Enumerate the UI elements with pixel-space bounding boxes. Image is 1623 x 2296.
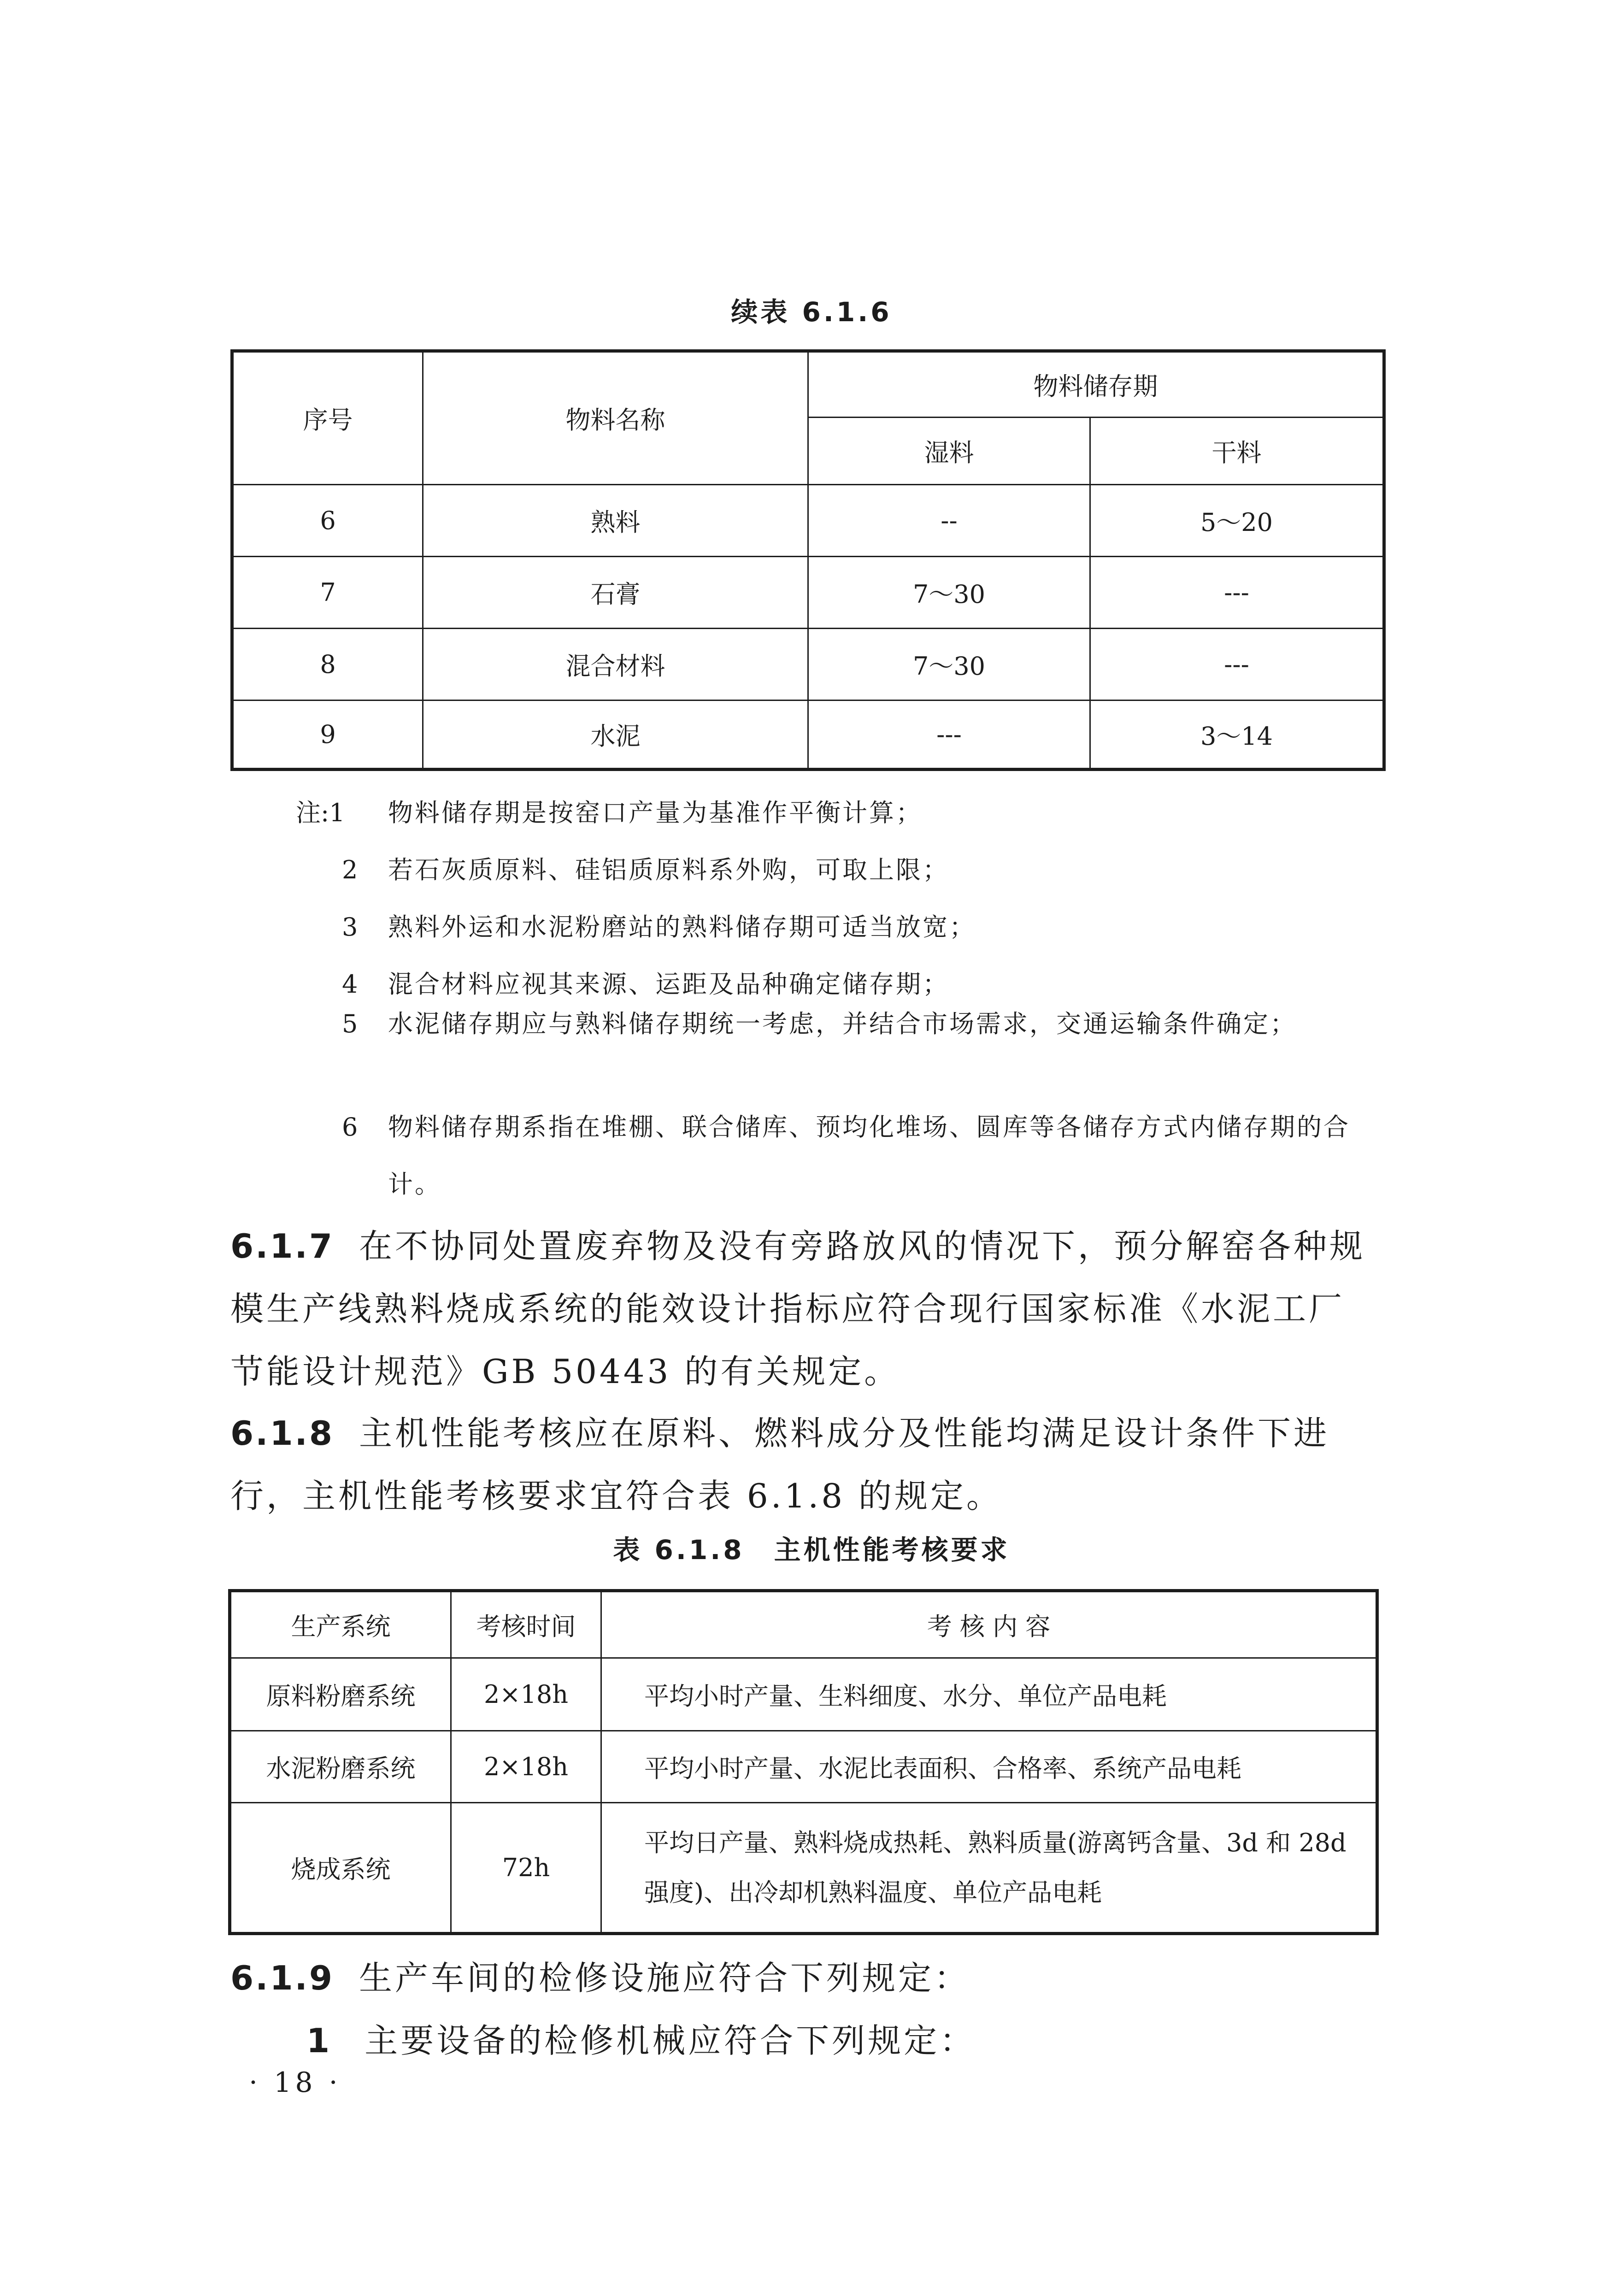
cell-wet: 7～30 xyxy=(808,557,1090,629)
performance-assessment-table xyxy=(228,1589,1379,1935)
note-number: 4 xyxy=(342,970,358,999)
table-row xyxy=(230,1658,1377,1731)
cell-seq: 7 xyxy=(232,557,423,629)
cell-wet: -- xyxy=(808,485,1090,557)
note-text: 熟料外运和水泥粉磨站的熟料储存期可适当放宽； xyxy=(388,913,976,942)
header-time: 考核时间 xyxy=(451,1591,601,1658)
cell-seq: 9 xyxy=(232,701,423,770)
note-number: 5 xyxy=(342,1009,358,1038)
clause-6-1-8 xyxy=(230,1402,1380,1527)
cell-seq: 6 xyxy=(232,485,423,557)
table-row xyxy=(232,557,1384,629)
table-row xyxy=(232,701,1384,770)
cell-name: 水泥 xyxy=(423,701,808,770)
clause-6-1-7 xyxy=(230,1215,1380,1403)
note-text: 混合材料应视其来源、运距及品种确定储存期； xyxy=(388,970,949,999)
table-caption: 续表 6.1.6 xyxy=(731,296,892,328)
cell-dry: --- xyxy=(1090,629,1384,701)
clause-6-1-9 xyxy=(230,1947,1380,2009)
table-row xyxy=(230,1803,1377,1934)
table-row xyxy=(232,485,1384,557)
cell-system: 原料粉磨系统 xyxy=(230,1658,451,1731)
page-number: · 18 · xyxy=(249,2066,341,2099)
item-number: 1 xyxy=(306,2021,333,2060)
clause-text: 主机性能考核应在原料、燃料成分及性能均满足设计条件下进行，主机性能考核要求宜符合表 6.1.8 的规定。 xyxy=(230,1414,1330,1515)
note-number: 3 xyxy=(342,913,358,942)
cell-name: 熟料 xyxy=(423,485,808,557)
cell-system: 水泥粉磨系统 xyxy=(230,1731,451,1803)
header-wet: 湿料 xyxy=(808,418,1090,485)
cell-dry: --- xyxy=(1090,557,1384,629)
cell-time: 2×18h xyxy=(451,1658,601,1731)
note-text: 物料储存期是按窑口产量为基准作平衡计算； xyxy=(388,798,923,827)
notes-label: 注:1 xyxy=(296,798,345,827)
table-row xyxy=(230,1731,1377,1803)
cell-time: 72h xyxy=(451,1803,601,1934)
cell-system: 烧成系统 xyxy=(230,1803,451,1934)
cell-content: 平均小时产量、生料细度、水分、单位产品电耗 xyxy=(601,1658,1377,1731)
sub-item-1 xyxy=(306,2009,976,2072)
cell-time: 2×18h xyxy=(451,1731,601,1803)
note-number: 6 xyxy=(342,1113,358,1142)
note-text: 若石灰质原料、硅铝质原料系外购，可取上限； xyxy=(388,855,949,884)
note-text: 水泥储存期应与熟料储存期统一考虑，并结合市场需求，交通运输条件确定； xyxy=(388,1009,1297,1038)
storage-period-table xyxy=(230,349,1386,771)
header-system: 生产系统 xyxy=(230,1591,451,1658)
header-storage-period: 物料储存期 xyxy=(808,351,1384,418)
header-seq: 序号 xyxy=(232,351,423,485)
table-row xyxy=(232,629,1384,701)
header-content: 考 核 内 容 xyxy=(601,1591,1377,1658)
clause-text: 生产车间的检修设施应符合下列规定： xyxy=(359,1959,970,1997)
cell-name: 混合材料 xyxy=(423,629,808,701)
header-material-name: 物料名称 xyxy=(423,351,808,485)
cell-dry: 5～20 xyxy=(1090,485,1384,557)
cell-wet: 7～30 xyxy=(808,629,1090,701)
clause-number: 6.1.7 xyxy=(230,1227,334,1266)
note-text: 物料储存期系指在堆棚、联合储库、预均化堆场、圆库等各储存方式内储存期的合计。 xyxy=(388,1113,1350,1199)
cell-wet: --- xyxy=(808,701,1090,770)
table-caption: 表 6.1.8 主机性能考核要求 xyxy=(613,1534,1010,1566)
note-number: 2 xyxy=(342,855,358,884)
item-text: 主要设备的检修机械应符合下列规定： xyxy=(365,2021,976,2060)
clause-number: 6.1.9 xyxy=(230,1959,334,1997)
cell-name: 石膏 xyxy=(423,557,808,629)
cell-seq: 8 xyxy=(232,629,423,701)
clause-text: 在不协同处置废弃物及没有旁路放风的情况下，预分解窑各种规模生产线熟料烧成系统的能效设计指标应符合现行国家标准《水泥工厂节能设计规范》GB 50443 的有关规定。 xyxy=(230,1227,1366,1391)
cell-content: 平均小时产量、水泥比表面积、合格率、系统产品电耗 xyxy=(601,1731,1377,1803)
header-dry: 干料 xyxy=(1090,418,1384,485)
cell-content: 平均日产量、熟料烧成热耗、熟料质量(游离钙含量、3d 和 28d 强度)、出冷却机熟料温度、单位产品电耗 xyxy=(601,1803,1377,1934)
cell-dry: 3～14 xyxy=(1090,701,1384,770)
clause-number: 6.1.8 xyxy=(230,1414,334,1453)
